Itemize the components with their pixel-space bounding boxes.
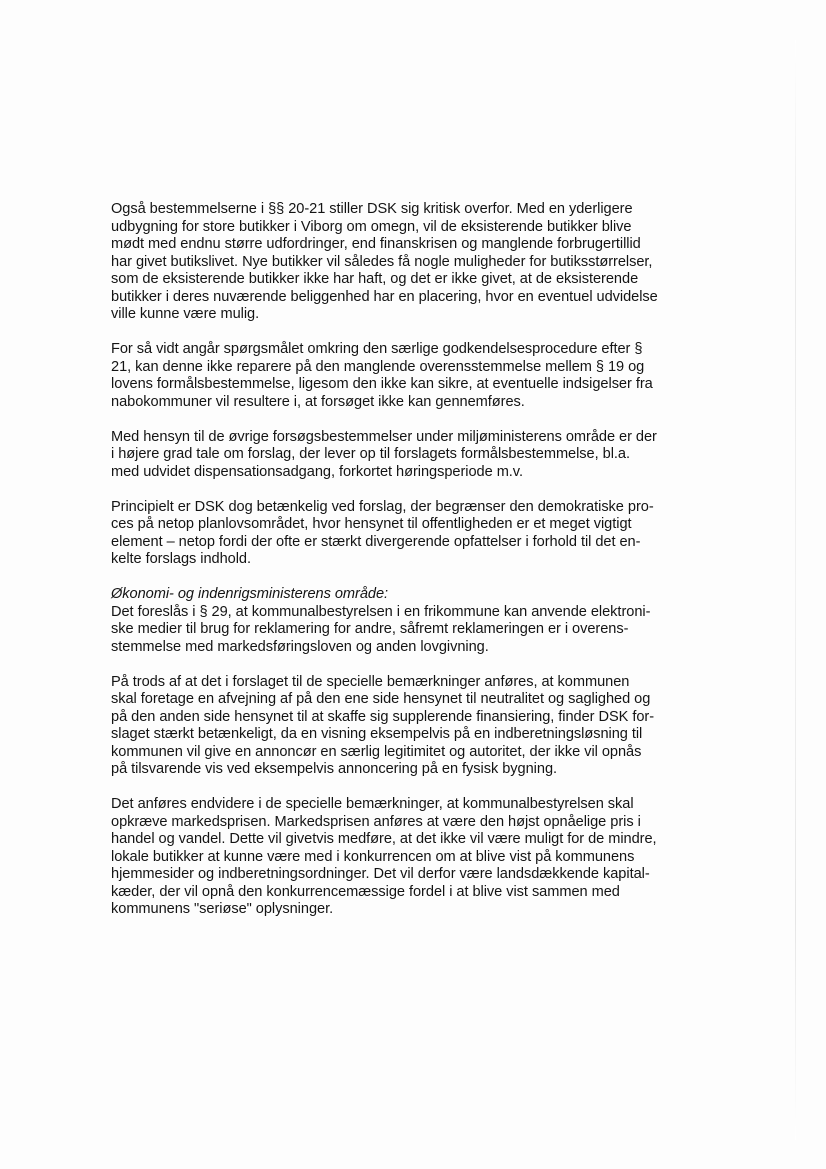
text-line: 21, kan denne ikke reparere på den manglende overensstemmelse mellem § 19 og: [111, 358, 645, 375]
text-line: hjemmesider og indberetningsordninger. Det vil derfor være landsdækkende kapital-: [111, 866, 650, 882]
text-line: kæder, der vil opnå den konkurrencemæssige fordel i at blive vist sammen med: [111, 883, 620, 900]
text-line: butikker i deres nuværende beliggenhed har en placering, hvor en eventuel udvidelse: [111, 288, 658, 305]
text-line: på den anden side hensynet til at skaffe sig supplerende finansiering, finder DSK for-: [111, 708, 655, 725]
text-line: Med hensyn til de øvrige forsøgsbestemmelser under miljøministerens område er der: [111, 428, 657, 445]
text-line: kelte forslags indhold.: [111, 551, 252, 567]
text-line: som de eksisterende butikker ikke har haft, og det er ikke givet, at de eksisterende: [111, 271, 639, 287]
text-line: ville kunne være mulig.: [111, 306, 260, 322]
text-line: udbygning for store butikker i Viborg om omegn, vil de eksisterende butikker blive: [111, 218, 632, 235]
text-line: skal foretage en afvejning af på den ene side hensynet til neutralitet og saglighed og: [111, 691, 651, 707]
text-line: lovens formålsbestemmelse, ligesom den ikke kan sikre, at eventuelle indsigelser fra: [111, 376, 653, 392]
paragraph: [111, 796, 711, 919]
text-line: mødt med endnu større udfordringer, end finanskrisen og manglende forbrugertillid: [111, 236, 641, 252]
text-line: kommunen vil give en annoncør en særlig legitimitet og autoritet, der ikke vil opnås: [111, 743, 642, 760]
text-line: handel og vandel. Dette vil givetvis medføre, at det ikke vil være muligt for de mindre,: [111, 831, 657, 847]
text-line: i højere grad tale om forslag, der lever op til forslagets formålsbestemmelse, bl.a.: [111, 446, 630, 462]
text-line: med udvidet dispensationsadgang, forkortet høringsperiode m.v.: [111, 463, 523, 480]
text-line: lokale butikker at kunne være med i konkurrencen om at blive vist på kommunens: [111, 848, 635, 865]
paragraph: [111, 499, 711, 569]
text-line: Principielt er DSK dog betænkelig ved forslag, der begrænser den demokratiske pro-: [111, 498, 654, 515]
paragraph: [111, 201, 711, 324]
paragraph: [111, 341, 711, 411]
text-line: Det anføres endvidere i de specielle bemærkninger, at kommunalbestyrelsen skal: [111, 796, 634, 812]
paragraph: [111, 429, 711, 482]
text-line: kommunens "seriøse" oplysninger.: [111, 901, 334, 917]
text-line: stemmelse med markedsføringsloven og anden lovgivning.: [111, 638, 489, 655]
section-heading: Økonomi- og indenrigsministerens område:: [111, 586, 389, 602]
text-line: Også bestemmelserne i §§ 20-21 stiller DSK sig kritisk overfor. Med en yderligere: [111, 201, 633, 217]
paragraph: [111, 586, 711, 656]
text-line: ces på netop planlovsområdet, hvor hensynet til offentligheden er et meget vigtigt: [111, 516, 632, 532]
scan-edge-artifact: [795, 40, 796, 1140]
text-line: element – netop fordi der ofte er stærkt divergerende opfattelser i forhold til det en-: [111, 533, 641, 550]
paragraph: [111, 674, 711, 779]
document-body: [111, 201, 711, 936]
text-line: For så vidt angår spørgsmålet omkring den særlige godkendelsesprocedure efter §: [111, 341, 643, 357]
text-line: Det foreslås i § 29, at kommunalbestyrelsen i en frikommune kan anvende elektroni-: [111, 603, 651, 620]
text-line: På trods af at det i forslaget til de specielle bemærkninger anføres, at kommunen: [111, 673, 630, 690]
text-line: har givet butikslivet. Nye butikker vil således få nogle muligheder for butiksstørrelser,: [111, 253, 653, 270]
text-line: ske medier til brug for reklamering for andre, såfremt reklameringen er i overens-: [111, 621, 629, 637]
text-line: på tilsvarende vis ved eksempelvis annoncering på en fysisk bygning.: [111, 761, 558, 777]
text-line: nabokommuner vil resultere i, at forsøget ikke kan gennemføres.: [111, 393, 525, 410]
text-line: slaget stærkt betænkeligt, da en visning eksempelvis på en indberetningsløsning til: [111, 726, 643, 742]
text-line: opkræve markedsprisen. Markedsprisen anføres at være den højst opnåelige pris i: [111, 813, 641, 830]
